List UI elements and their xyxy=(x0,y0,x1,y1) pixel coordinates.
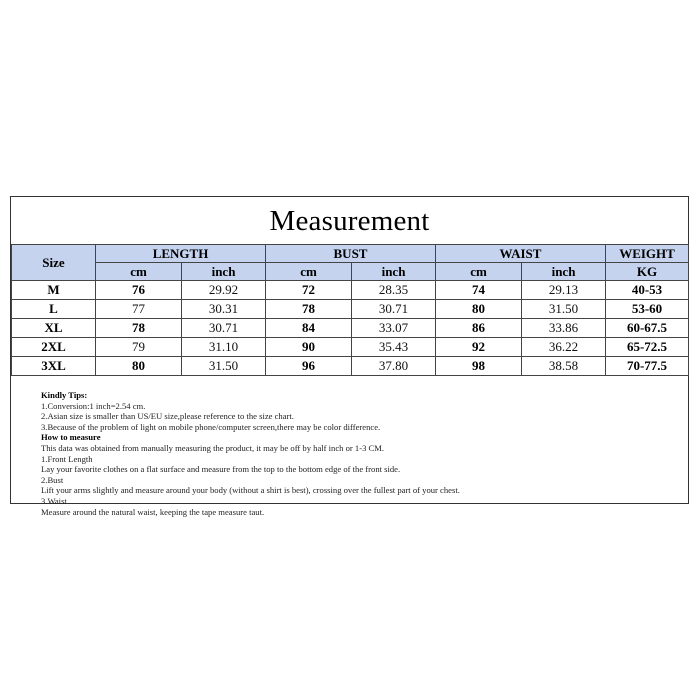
bust-cm-cell: 84 xyxy=(266,319,352,338)
length-group-header: LENGTH xyxy=(96,245,266,263)
note-line: 3.Because of the problem of light on mobile phone/computer screen,there may be color difference. xyxy=(41,421,381,432)
note-line: Measure around the natural waist, keeping the tape measure taut. xyxy=(41,506,265,517)
length-inch-cell: 30.71 xyxy=(182,319,266,338)
table-row xyxy=(12,357,689,376)
waist-cm-cell: 92 xyxy=(436,338,522,357)
size-cell: 3XL xyxy=(12,357,96,376)
bust-inch-cell: 33.07 xyxy=(352,319,436,338)
length-inch-cell: 29.92 xyxy=(182,281,266,300)
length-cm-cell: 78 xyxy=(96,319,182,338)
note-line: Lift your arms slightly and measure around your body (without a shirt is best), crossing over the fullest part of your chest. xyxy=(41,485,460,496)
table-header-group-row xyxy=(12,245,689,263)
weight-group-header: WEIGHT xyxy=(606,245,689,263)
bust-inch-cell: 30.71 xyxy=(352,300,436,319)
waist-group-header: WAIST xyxy=(436,245,606,263)
table-row xyxy=(12,319,689,338)
table-row xyxy=(12,338,689,357)
bust-cm-cell: 72 xyxy=(266,281,352,300)
how-to-measure-heading: How to measure xyxy=(41,432,101,443)
length-cm-header: cm xyxy=(96,263,182,281)
bust-cm-cell: 78 xyxy=(266,300,352,319)
bust-cm-header: cm xyxy=(266,263,352,281)
note-line: 2.Bust xyxy=(41,474,64,485)
length-cm-cell: 77 xyxy=(96,300,182,319)
bust-cm-cell: 90 xyxy=(266,338,352,357)
bust-cm-cell: 96 xyxy=(266,357,352,376)
size-cell: M xyxy=(12,281,96,300)
size-cell: 2XL xyxy=(12,338,96,357)
weight-kg-header: KG xyxy=(606,263,689,281)
measurement-notes xyxy=(41,390,681,517)
note-line: Lay your favorite clothes on a flat surface and measure from the top to the bottom edge of the front side. xyxy=(41,464,401,475)
length-inch-cell: 31.10 xyxy=(182,338,266,357)
bust-inch-cell: 35.43 xyxy=(352,338,436,357)
length-inch-header: inch xyxy=(182,263,266,281)
length-inch-cell: 30.31 xyxy=(182,300,266,319)
note-line: 1.Conversion:1 inch=2.54 cm. xyxy=(41,400,146,411)
size-chart-card xyxy=(10,196,689,517)
weight-kg-cell: 40-53 xyxy=(606,281,689,300)
table-row xyxy=(12,300,689,319)
waist-inch-cell: 31.50 xyxy=(522,300,606,319)
bust-group-header: BUST xyxy=(266,245,436,263)
weight-kg-cell: 65-72.5 xyxy=(606,338,689,357)
size-cell: L xyxy=(12,300,96,319)
length-cm-cell: 76 xyxy=(96,281,182,300)
waist-inch-cell: 29.13 xyxy=(522,281,606,300)
weight-kg-cell: 70-77.5 xyxy=(606,357,689,376)
note-line: 1.Front Length xyxy=(41,453,93,464)
size-table xyxy=(11,244,689,376)
waist-cm-header: cm xyxy=(436,263,522,281)
waist-inch-cell: 36.22 xyxy=(522,338,606,357)
bust-inch-cell: 28.35 xyxy=(352,281,436,300)
table-header-unit-row xyxy=(12,263,689,281)
waist-cm-cell: 98 xyxy=(436,357,522,376)
length-inch-cell: 31.50 xyxy=(182,357,266,376)
waist-cm-cell: 86 xyxy=(436,319,522,338)
note-line: This data was obtained from manually measuring the product, it may be off by half inch or 1-3 CM. xyxy=(41,442,385,453)
weight-kg-cell: 60-67.5 xyxy=(606,319,689,338)
length-cm-cell: 79 xyxy=(96,338,182,357)
waist-inch-cell: 33.86 xyxy=(522,319,606,338)
chart-title: Measurement xyxy=(269,205,430,237)
note-line: 2.Asian size is smaller than US/EU size,please reference to the size chart. xyxy=(41,411,294,422)
tips-heading: Kindly Tips: xyxy=(41,390,88,400)
waist-inch-cell: 38.58 xyxy=(522,357,606,376)
waist-cm-cell: 80 xyxy=(436,300,522,319)
note-line: 3.Waist xyxy=(41,495,67,506)
bust-inch-header: inch xyxy=(352,263,436,281)
waist-inch-header: inch xyxy=(522,263,606,281)
size-cell: XL xyxy=(12,319,96,338)
waist-cm-cell: 74 xyxy=(436,281,522,300)
table-row xyxy=(12,281,689,300)
bust-inch-cell: 37.80 xyxy=(352,357,436,376)
length-cm-cell: 80 xyxy=(96,357,182,376)
weight-kg-cell: 53-60 xyxy=(606,300,689,319)
size-column-header: Size xyxy=(12,245,96,281)
